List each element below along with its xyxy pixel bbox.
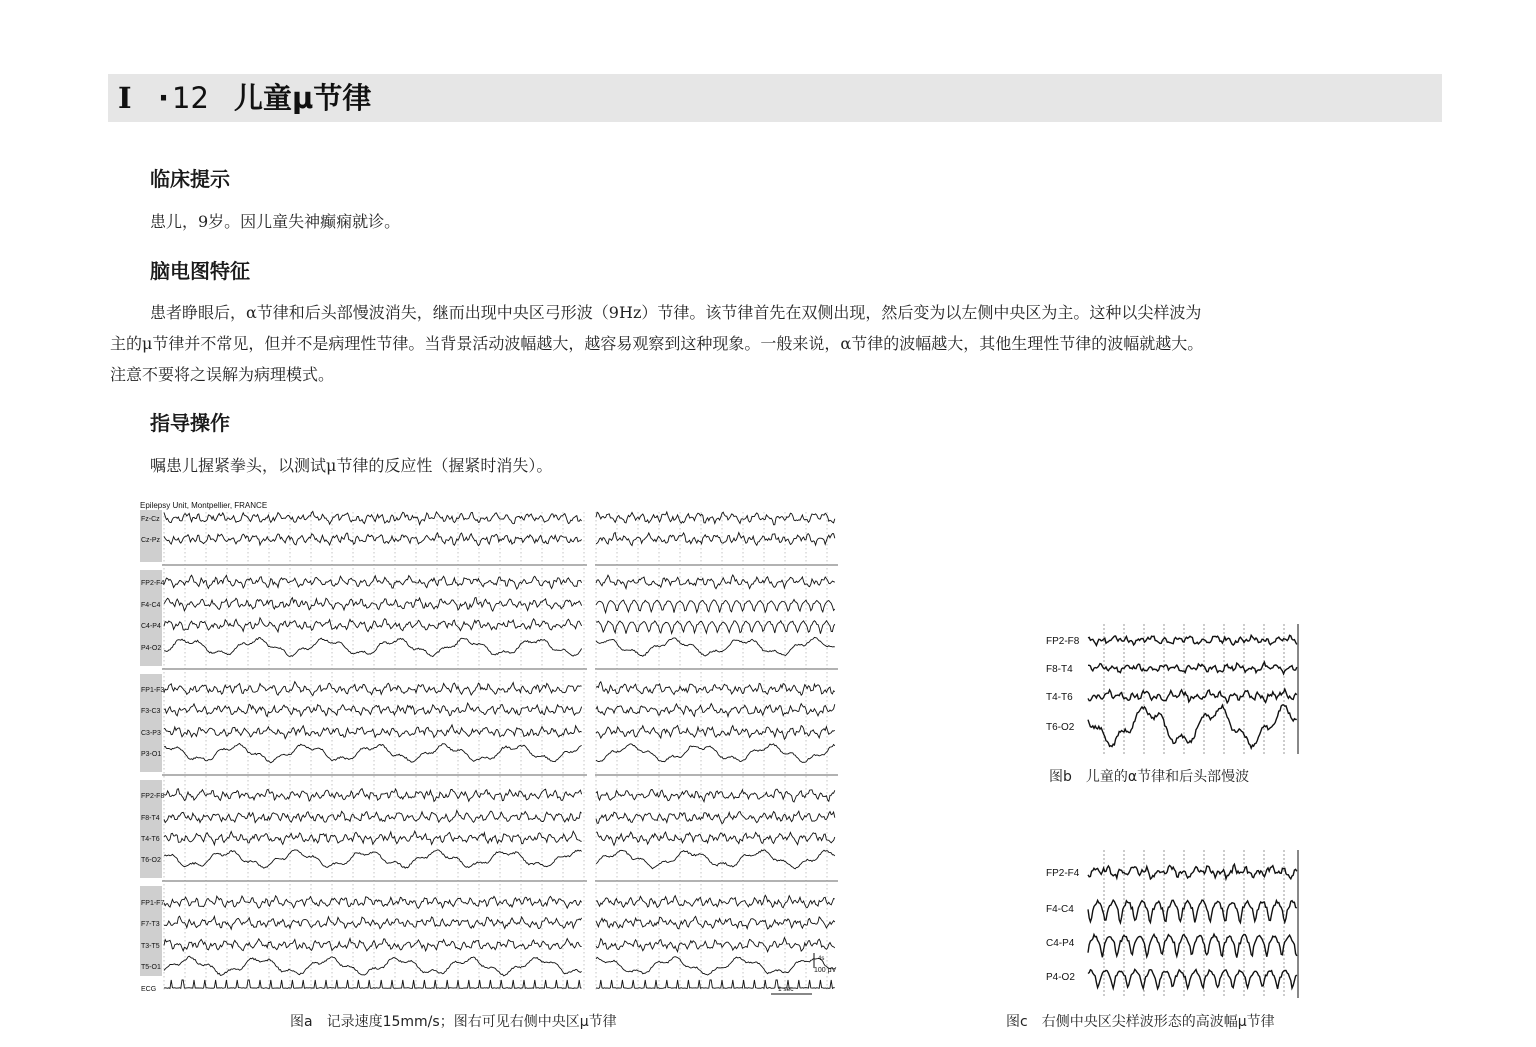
channel-label-fp2-f4: FP2-F4 [141, 580, 165, 587]
eeg-trace [164, 956, 582, 976]
eeg-trace [164, 638, 582, 657]
figure-c-eeg-tracing [1042, 850, 1300, 998]
chapter-title: 儿童μ节律 [234, 81, 372, 115]
eeg-trace [596, 850, 835, 869]
eeg-trace [1088, 900, 1297, 923]
eeg-trace [596, 916, 835, 929]
eeg-line-1: 患者睁眼后，α节律和后头部慢波消失，继而出现中央区弓形波（9Hz）节律。该节律首先在双侧出现，然后变为以左侧中央区为主。这种以尖样波为 [150, 303, 1202, 322]
figure-a-caption-text: 记录速度15mm/s；图右可见右侧中央区μ节律 [326, 1014, 617, 1030]
figure-b-caption-text: 儿童的α节律和后头部慢波 [1085, 769, 1250, 785]
panel-gap [587, 506, 595, 996]
channel-label-t4-t6: T4-T6 [1046, 692, 1073, 703]
eeg-trace [596, 957, 835, 975]
eeg-trace [596, 621, 835, 634]
eeg-trace [164, 939, 582, 951]
chapter-title-bar [108, 74, 1442, 122]
channel-label-fp2-f4: FP2-F4 [1046, 868, 1080, 879]
eeg-trace [164, 789, 582, 802]
eeg-trace [164, 725, 582, 739]
eeg-trace [1088, 635, 1297, 645]
channel-label-fz-cz: Fz-Cz [141, 516, 160, 523]
guide-text: 嘱患儿握紧拳头，以测试μ节律的反应性（握紧时消失）。 [150, 456, 553, 475]
time-scale-label: 1 sec [778, 986, 794, 993]
eeg-trace [1088, 689, 1297, 703]
eeg-trace [164, 618, 582, 632]
eeg-trace [596, 726, 835, 740]
eeg-trace [596, 744, 835, 763]
channel-label-fp1-f7: FP1-F7 [141, 900, 165, 907]
channel-label-c4-p4: C4-P4 [141, 623, 161, 630]
clinical-text: 患儿，9岁。因儿童失神癫痫就诊。 [150, 212, 401, 231]
channel-label-f8-t4: F8-T4 [141, 815, 160, 822]
channel-label-t6-o2: T6-O2 [141, 857, 161, 864]
channel-label-t3-t5: T3-T5 [141, 943, 160, 950]
eeg-heading: 脑电图特征 [150, 259, 250, 283]
clinical-heading: 临床提示 [150, 167, 230, 191]
eeg-trace [164, 682, 582, 696]
eeg-trace [164, 575, 582, 589]
eeg-trace [1088, 662, 1297, 674]
guide-heading: 指导操作 [150, 411, 230, 435]
eeg-trace [164, 810, 582, 822]
eeg-line-3: 注意不要将之误解为病理模式。 [110, 365, 335, 384]
figure-a-eeg-tracing [138, 498, 844, 998]
figure-b-label: 图b [1049, 769, 1072, 785]
eeg-trace [596, 600, 835, 613]
channel-label-f8-t4: F8-T4 [1046, 664, 1073, 675]
eeg-trace [1088, 934, 1297, 957]
figure-c-label: 图c [1006, 1014, 1028, 1030]
eeg-trace [596, 895, 835, 908]
channel-label-p4-o2: P4-O2 [1046, 972, 1075, 983]
chapter-roman-numeral: I [118, 81, 132, 115]
figure-b-caption [1049, 768, 1249, 786]
eeg-trace [1088, 969, 1297, 989]
eeg-trace [596, 980, 835, 988]
channel-label-f4-c4: F4-C4 [141, 602, 161, 609]
eeg-trace [596, 512, 835, 525]
channel-label-fp2-f8: FP2-F8 [141, 793, 165, 800]
channel-label-c3-p3: C3-P3 [141, 730, 161, 737]
eeg-trace [596, 938, 835, 952]
chapter-separator-dot: · [158, 81, 170, 115]
eeg-trace [1088, 864, 1297, 879]
channel-label-f4-c4: F4-C4 [1046, 904, 1074, 915]
channel-label-p3-o1: P3-O1 [141, 751, 162, 758]
channel-label-fp1-f3: FP1-F3 [141, 687, 165, 694]
channel-label-f7-t3: F7-T3 [141, 921, 160, 928]
channel-label-c4-p4: C4-P4 [1046, 938, 1075, 949]
channel-label-t4-t6: T4-T6 [141, 836, 160, 843]
figure-c-caption-text: 右侧中央区尖样波形态的高波幅μ节律 [1041, 1014, 1275, 1030]
eeg-trace [164, 980, 582, 988]
eeg-trace [596, 575, 835, 589]
eeg-trace [164, 896, 582, 909]
channel-label-t5-o1: T5-O1 [141, 964, 161, 971]
channel-label-t6-o2: T6-O2 [1046, 722, 1075, 733]
calibration-sub-label: 4s [818, 956, 825, 962]
eeg-trace [164, 533, 582, 546]
figure-a-caption [290, 1013, 617, 1031]
eeg-trace [596, 704, 835, 717]
eeg-line-2: 主的μ节律并不常见，但并不是病理性节律。当背景活动波幅越大，越容易观察到这种现象。一般来说，α节律的波幅越大，其他生理性节律的波幅就越大。 [110, 334, 1204, 353]
eeg-trace [164, 916, 582, 929]
eeg-trace [164, 744, 582, 763]
channel-label-ecg: ECG [141, 986, 157, 993]
eeg-trace [596, 533, 835, 546]
eeg-trace [164, 831, 582, 845]
chapter-number: 12 [172, 81, 209, 115]
figure-b-eeg-tracing [1042, 624, 1300, 754]
channel-label-f3-c3: F3-C3 [141, 708, 161, 715]
channel-label-fp2-f8: FP2-F8 [1046, 636, 1080, 647]
eeg-trace [164, 850, 582, 868]
eeg-trace [596, 789, 835, 802]
eeg-trace [596, 811, 835, 823]
channel-label-p4-o2: P4-O2 [141, 645, 162, 652]
figure-a-source-label: Epilepsy Unit, Montpellier, FRANCE [140, 501, 268, 510]
eeg-trace [596, 637, 835, 656]
figure-a-label: 图a [290, 1014, 313, 1030]
eeg-trace [164, 598, 582, 612]
calibration-label: 100 μV [814, 967, 837, 974]
eeg-trace [164, 511, 582, 524]
eeg-trace [596, 832, 835, 845]
eeg-trace [596, 682, 835, 695]
eeg-trace [164, 703, 582, 717]
figure-c-caption [1006, 1013, 1275, 1031]
eeg-trace [1088, 705, 1297, 748]
channel-label-cz-pz: Cz-Pz [141, 537, 161, 544]
